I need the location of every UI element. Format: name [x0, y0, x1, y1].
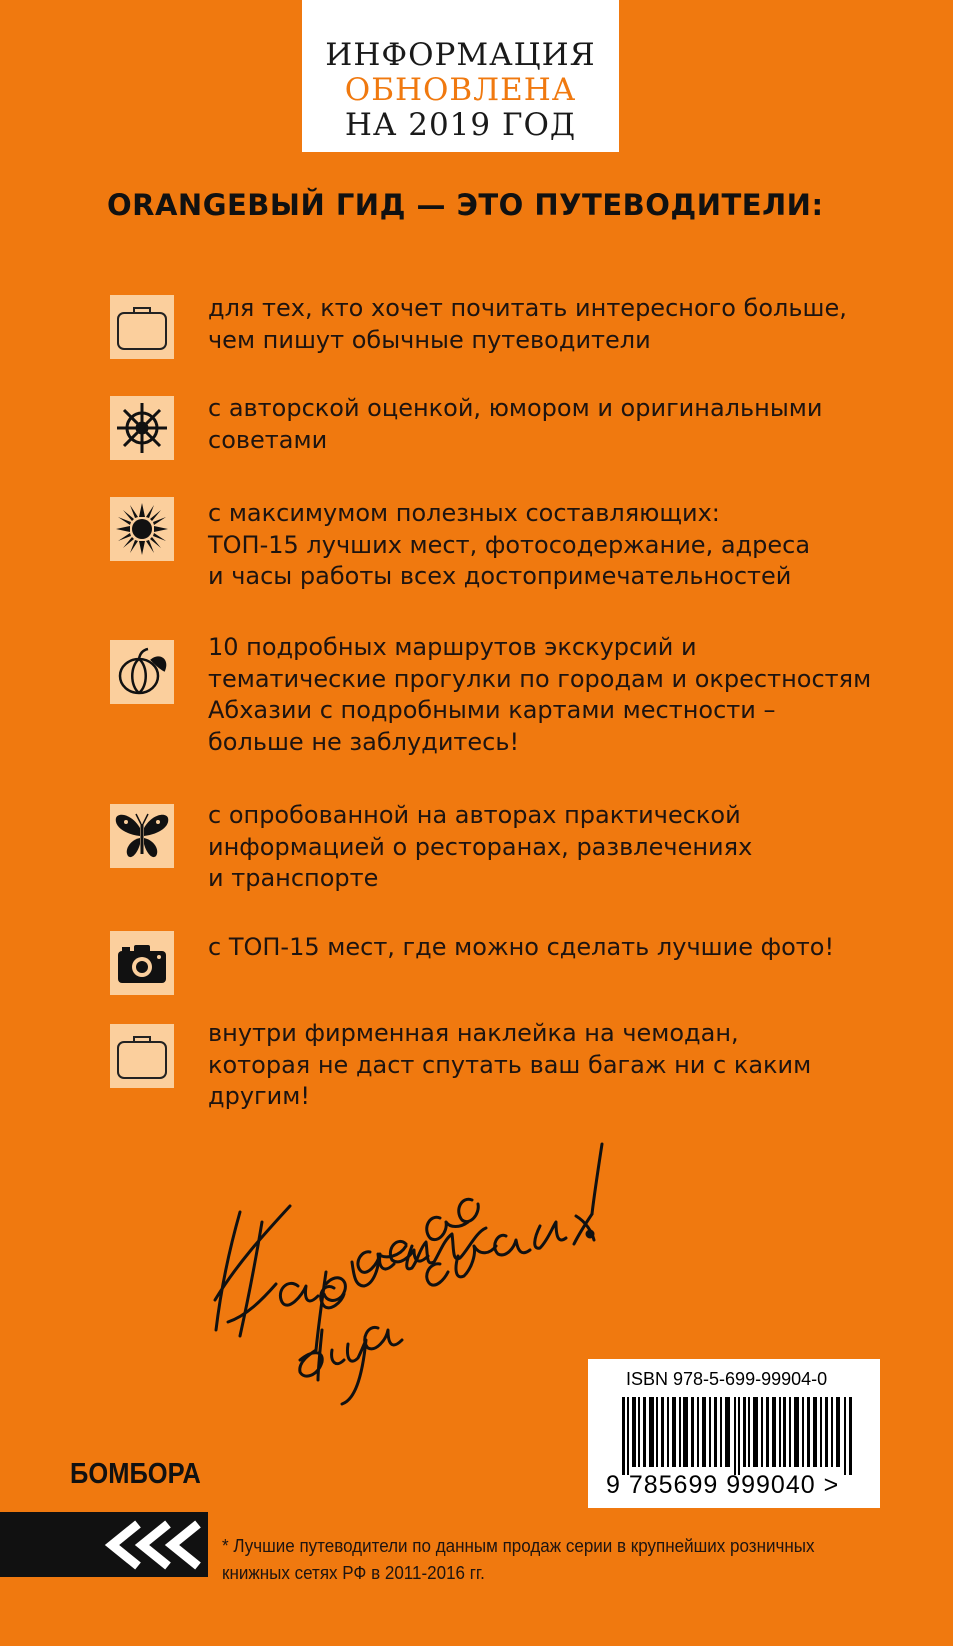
info-line-2: ОБНОВЛЕНА: [344, 72, 577, 108]
section-heading: ORANGEВЫЙ ГИД — ЭТО ПУТЕВОДИТЕЛИ:: [107, 188, 824, 222]
feature-text-2: с авторской оценкой, юмором и оригинальными советами: [208, 394, 823, 454]
isbn-barcode-block: [588, 1359, 880, 1508]
feature-text-1: для тех, кто хочет почитать интересного больше, чем пишут обычные путеводители: [208, 294, 847, 354]
feature-text-3: с максимумом полезных составляющих: ТОП-15 лучших мест, фотосодержание, адреса и часы работы всех достопримечательностей: [208, 499, 811, 590]
feature-text-5: с опробованной на авторах практической информацией о ресторанах, развлечениях и транспорте: [208, 801, 753, 892]
footnote: * Лучшие путеводители по данным продаж серии в крупнейших розничных книжных сетях РФ в 2011-2016 гг.: [222, 1535, 815, 1583]
barcode-digits: 9 785699 999040 >: [606, 1471, 840, 1499]
info-line-1: ИНФОРМАЦИЯ: [325, 37, 596, 73]
info-line-3: НА 2019 ГОД: [344, 107, 577, 143]
triple-chevron-icon: [0, 1512, 208, 1577]
chevron-badge: [0, 1512, 208, 1577]
publisher-logo: БОМБОРА: [70, 1458, 201, 1490]
barcode-icon: [622, 1397, 858, 1475]
isbn-label: ISBN 978-5-699-99904-0: [626, 1369, 828, 1389]
feature-text-4: 10 подробных маршрутов экскурсий и тематические прогулки по городам и окрестностям Абхазии с подробными картами местности – больше не заблудитесь!: [208, 633, 872, 756]
feature-text-6: с ТОП-15 мест, где можно сделать лучшие фото!: [208, 933, 835, 961]
feature-text-7: внутри фирменная наклейка на чемодан, которая не даст спутать ваш багаж ни с каким другим!: [208, 1019, 812, 1110]
